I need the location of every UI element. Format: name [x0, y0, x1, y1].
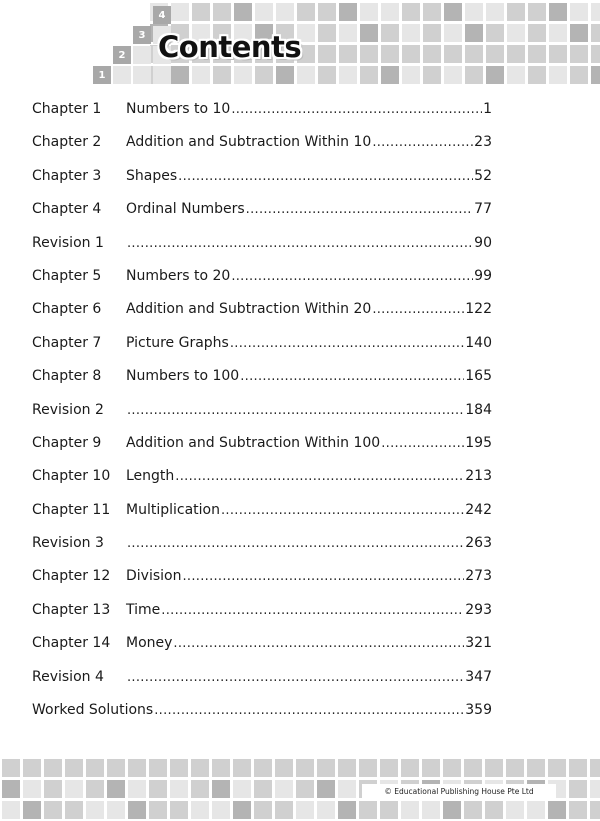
header-tile	[528, 45, 546, 63]
header-tile	[528, 24, 546, 42]
footer-tile	[506, 759, 524, 777]
header-tile	[507, 66, 525, 84]
header-tile	[423, 66, 441, 84]
header-tile	[486, 3, 504, 21]
toc-entry-label: Chapter 8	[32, 368, 102, 385]
header-tile	[528, 66, 546, 84]
header-tile	[486, 45, 504, 63]
toc-entry[interactable]	[32, 669, 492, 702]
header-tile	[507, 3, 525, 21]
footer-tile	[149, 780, 167, 798]
footer-tile	[212, 759, 230, 777]
page-title: Contents	[158, 30, 302, 64]
footer-tile	[338, 780, 356, 798]
footer-tile	[107, 759, 125, 777]
header-tile	[465, 3, 483, 21]
footer-tile	[359, 759, 377, 777]
header-tile	[192, 3, 210, 21]
toc-entry[interactable]	[32, 235, 492, 268]
footer-tile	[86, 801, 104, 819]
footer-tile	[275, 801, 293, 819]
toc-entry-label: Chapter 3	[32, 167, 102, 184]
step-tile-2: 2	[113, 46, 131, 64]
header-tile	[570, 45, 588, 63]
toc-entry-page: 122	[465, 301, 492, 318]
toc-entry-label: Chapter 13	[32, 601, 111, 618]
footer-tile	[107, 801, 125, 819]
footer-tile	[548, 759, 566, 777]
dot-leader	[230, 336, 464, 351]
dot-leader	[231, 102, 482, 117]
header-tile	[213, 66, 231, 84]
header-tile	[318, 66, 336, 84]
footer-tile	[65, 780, 83, 798]
toc-entry-page: 23	[474, 134, 492, 151]
toc-entry[interactable]	[32, 435, 492, 468]
footer-tile	[527, 801, 545, 819]
toc-entry-page: 347	[465, 668, 492, 685]
header-tile	[549, 66, 567, 84]
toc-entry[interactable]	[32, 335, 492, 368]
footer-tile	[296, 759, 314, 777]
header-tile	[465, 66, 483, 84]
toc-entry[interactable]	[32, 301, 492, 334]
header-tile	[402, 66, 420, 84]
footer-tile	[86, 780, 104, 798]
toc-entry-label: Chapter 12	[32, 568, 111, 585]
header-tile	[591, 45, 600, 63]
footer-tile	[2, 801, 20, 819]
header-tile	[591, 3, 600, 21]
step-tile-3: 3	[133, 26, 151, 44]
dot-leader	[127, 236, 473, 251]
footer-tile	[149, 801, 167, 819]
footer-tile	[275, 759, 293, 777]
header-tile	[486, 24, 504, 42]
header-tile	[570, 3, 588, 21]
footer-tile	[527, 759, 545, 777]
footer-tile	[170, 801, 188, 819]
footer-tile	[422, 759, 440, 777]
toc-entry[interactable]	[32, 168, 492, 201]
dot-leader	[372, 135, 473, 150]
header-tile	[171, 3, 189, 21]
header-tile	[276, 66, 294, 84]
footer-tile	[569, 780, 587, 798]
toc-entry-title: Time	[126, 601, 161, 618]
footer-tile	[170, 780, 188, 798]
header-tile	[549, 24, 567, 42]
header-tile	[381, 3, 399, 21]
footer-tile	[401, 801, 419, 819]
footer-tile	[485, 801, 503, 819]
header-tile	[402, 3, 420, 21]
footer-tile	[590, 759, 600, 777]
header-tile	[381, 24, 399, 42]
footer-tile	[212, 780, 230, 798]
footer-tile	[422, 801, 440, 819]
footer-tile	[23, 780, 41, 798]
header-tile	[360, 3, 378, 21]
header-tile	[444, 24, 462, 42]
footer-tile	[44, 801, 62, 819]
toc-entry-label: Chapter 5	[32, 267, 102, 284]
header-tile	[318, 45, 336, 63]
footer-tile	[464, 759, 482, 777]
toc-entry-page: 242	[465, 501, 492, 518]
toc-entry-title: Numbers to 100	[126, 368, 240, 385]
header-tile	[255, 3, 273, 21]
header-tile	[234, 3, 252, 21]
header-tile	[423, 24, 441, 42]
dot-leader	[246, 202, 474, 217]
toc-entry-title: Ordinal Numbers	[126, 201, 245, 218]
toc-entry-label: Chapter 1	[32, 101, 102, 117]
footer-tile	[590, 780, 600, 798]
toc-entry[interactable]	[32, 101, 492, 134]
header-tile	[297, 3, 315, 21]
footer-tile	[233, 759, 251, 777]
footer-tile	[317, 801, 335, 819]
dot-leader	[221, 503, 464, 518]
toc-entry-page: 52	[474, 167, 492, 184]
step-tile-4: 4	[153, 6, 171, 24]
footer-tile	[548, 801, 566, 819]
toc-entry[interactable]	[32, 535, 492, 568]
header-tile	[339, 3, 357, 21]
footer-tile	[191, 801, 209, 819]
header-tile	[213, 3, 231, 21]
toc-entry-page: 263	[465, 535, 492, 552]
header-tile	[276, 3, 294, 21]
footer-tile	[233, 780, 251, 798]
toc-entry[interactable]	[32, 702, 492, 735]
header-tile	[360, 24, 378, 42]
toc-entry-page: 77	[474, 201, 492, 218]
footer-tile	[254, 780, 272, 798]
header-tile	[402, 45, 420, 63]
toc-entry-title: Money	[126, 635, 173, 652]
footer-tile	[359, 801, 377, 819]
toc-entry-label: Chapter 4	[32, 201, 102, 218]
toc-entry-page: 140	[465, 334, 492, 351]
header-tile	[234, 66, 252, 84]
dot-leader	[240, 369, 464, 384]
footer-tile	[44, 780, 62, 798]
dot-leader	[154, 703, 464, 718]
toc-entry-label: Chapter 10	[32, 468, 111, 485]
footer-tile	[44, 759, 62, 777]
toc-entry-label: Chapter 6	[32, 301, 102, 318]
toc-entry[interactable]	[32, 134, 492, 167]
toc-entry[interactable]	[32, 402, 492, 435]
dot-leader	[178, 169, 473, 184]
footer-tile	[128, 801, 146, 819]
toc-entry-page: 321	[465, 635, 492, 652]
header-tile	[591, 66, 600, 84]
footer-tile	[296, 780, 314, 798]
toc-entry[interactable]	[32, 268, 492, 301]
toc-entry-title: Shapes	[126, 167, 178, 184]
toc-entry-title: Division	[126, 568, 182, 585]
footer-tile	[569, 759, 587, 777]
toc-entry-label: Revision 4	[32, 668, 104, 685]
footer-tile	[170, 759, 188, 777]
dot-leader	[127, 536, 464, 551]
footer-tile	[569, 801, 587, 819]
toc-entry[interactable]	[32, 368, 492, 401]
header-tile	[133, 46, 151, 64]
footer-tile	[23, 759, 41, 777]
toc-entry[interactable]	[32, 635, 492, 668]
footer-tile	[275, 780, 293, 798]
footer-tile	[317, 780, 335, 798]
footer-tile	[86, 759, 104, 777]
toc-entry-page: 273	[465, 568, 492, 585]
toc-entry[interactable]	[32, 468, 492, 501]
header-tile	[570, 66, 588, 84]
footer-tile	[2, 759, 20, 777]
dot-leader	[182, 569, 464, 584]
header-tile	[549, 45, 567, 63]
footer-tile	[212, 801, 230, 819]
header-tile	[381, 45, 399, 63]
header-tile	[444, 45, 462, 63]
header-tile	[423, 45, 441, 63]
toc-entry[interactable]	[32, 568, 492, 601]
header-tile	[318, 3, 336, 21]
header-tile	[444, 3, 462, 21]
header-tile	[570, 24, 588, 42]
toc-entry-page: 359	[465, 702, 492, 719]
footer-tile	[317, 759, 335, 777]
footer-tile	[2, 780, 20, 798]
footer-tile	[338, 801, 356, 819]
header-tile	[507, 45, 525, 63]
footer-tile	[296, 801, 314, 819]
footer-tile	[590, 801, 600, 819]
toc-entry-title: Addition and Subtraction Within 10	[126, 134, 372, 151]
header-tile	[465, 24, 483, 42]
header-tile	[113, 66, 131, 84]
footer-tile	[128, 759, 146, 777]
toc-entry-title: Picture Graphs	[126, 334, 229, 351]
toc-entry-page: 293	[465, 601, 492, 618]
toc-entry-page: 99	[474, 267, 492, 284]
step-tile-1: 1	[93, 66, 111, 84]
toc-entry-label: Revision 1	[32, 234, 104, 251]
copyright-notice: © Educational Publishing House Pte Ltd	[362, 784, 556, 799]
footer-tile	[443, 759, 461, 777]
toc-entry[interactable]	[32, 201, 492, 234]
header-tile	[297, 66, 315, 84]
header-tile	[507, 24, 525, 42]
header-tile	[549, 3, 567, 21]
footer-tile	[254, 801, 272, 819]
header-tile	[192, 66, 210, 84]
toc-entry-label: Chapter 14	[32, 635, 111, 652]
footer-tile	[149, 759, 167, 777]
footer-tile	[107, 780, 125, 798]
header-tile	[423, 3, 441, 21]
toc-entry-label: Chapter 11	[32, 501, 111, 518]
footer-tile	[254, 759, 272, 777]
footer-tile	[464, 801, 482, 819]
footer-tile	[191, 780, 209, 798]
toc-entry[interactable]	[32, 502, 492, 535]
dot-leader	[372, 302, 464, 317]
toc-entry-label: Chapter 7	[32, 334, 102, 351]
dot-leader	[381, 436, 464, 451]
toc-entry[interactable]	[32, 602, 492, 635]
footer-tile	[380, 759, 398, 777]
header-tile	[444, 66, 462, 84]
toc-entry-title: Multiplication	[126, 501, 220, 518]
footer-tile	[65, 759, 83, 777]
header-tile	[339, 45, 357, 63]
toc-entry-title: Numbers to 20	[126, 267, 231, 284]
header-tile	[360, 66, 378, 84]
footer-tile	[506, 801, 524, 819]
header-tile	[153, 66, 171, 84]
header-tile	[402, 24, 420, 42]
dot-leader	[127, 403, 464, 418]
toc-entry-page: 213	[465, 468, 492, 485]
header-tile	[255, 66, 273, 84]
dot-leader	[127, 670, 464, 685]
toc-entry-page: 195	[465, 434, 492, 451]
footer-tile	[485, 759, 503, 777]
footer-tile	[128, 780, 146, 798]
header-tile	[339, 24, 357, 42]
toc-entry-title: Numbers to 10	[126, 101, 231, 117]
dot-leader	[231, 269, 473, 284]
header-tile	[381, 66, 399, 84]
toc-entry-page: 184	[465, 401, 492, 418]
toc-entry-title: Length	[126, 468, 175, 485]
toc-entry-page: 165	[465, 368, 492, 385]
header-tile	[591, 24, 600, 42]
toc-entry-label: Chapter 9	[32, 434, 102, 451]
footer-tile	[65, 801, 83, 819]
dot-leader	[173, 636, 464, 651]
footer-tile	[23, 801, 41, 819]
header-tile	[486, 66, 504, 84]
toc-entry-label: Chapter 2	[32, 134, 102, 151]
toc-entry-title: Addition and Subtraction Within 100	[126, 434, 381, 451]
footer-tile	[443, 801, 461, 819]
header-tile	[339, 66, 357, 84]
dot-leader	[175, 469, 464, 484]
header-tile	[318, 24, 336, 42]
header-tile	[360, 45, 378, 63]
header-tile	[528, 3, 546, 21]
dot-leader	[161, 603, 464, 618]
table-of-contents	[32, 101, 492, 735]
footer-tile	[233, 801, 251, 819]
footer-tile	[380, 801, 398, 819]
header-tile	[465, 45, 483, 63]
toc-entry-title: Addition and Subtraction Within 20	[126, 301, 372, 318]
toc-entry-label: Revision 3	[32, 535, 104, 552]
footer-tile	[401, 759, 419, 777]
header-tile	[171, 66, 189, 84]
toc-entry-label: Worked Solutions	[32, 702, 154, 719]
toc-entry-page: 90	[474, 234, 492, 251]
toc-entry-page: 1	[483, 101, 492, 117]
toc-entry-label: Revision 2	[32, 401, 104, 418]
footer-tile	[191, 759, 209, 777]
header-tile	[133, 66, 151, 84]
footer-tile	[338, 759, 356, 777]
